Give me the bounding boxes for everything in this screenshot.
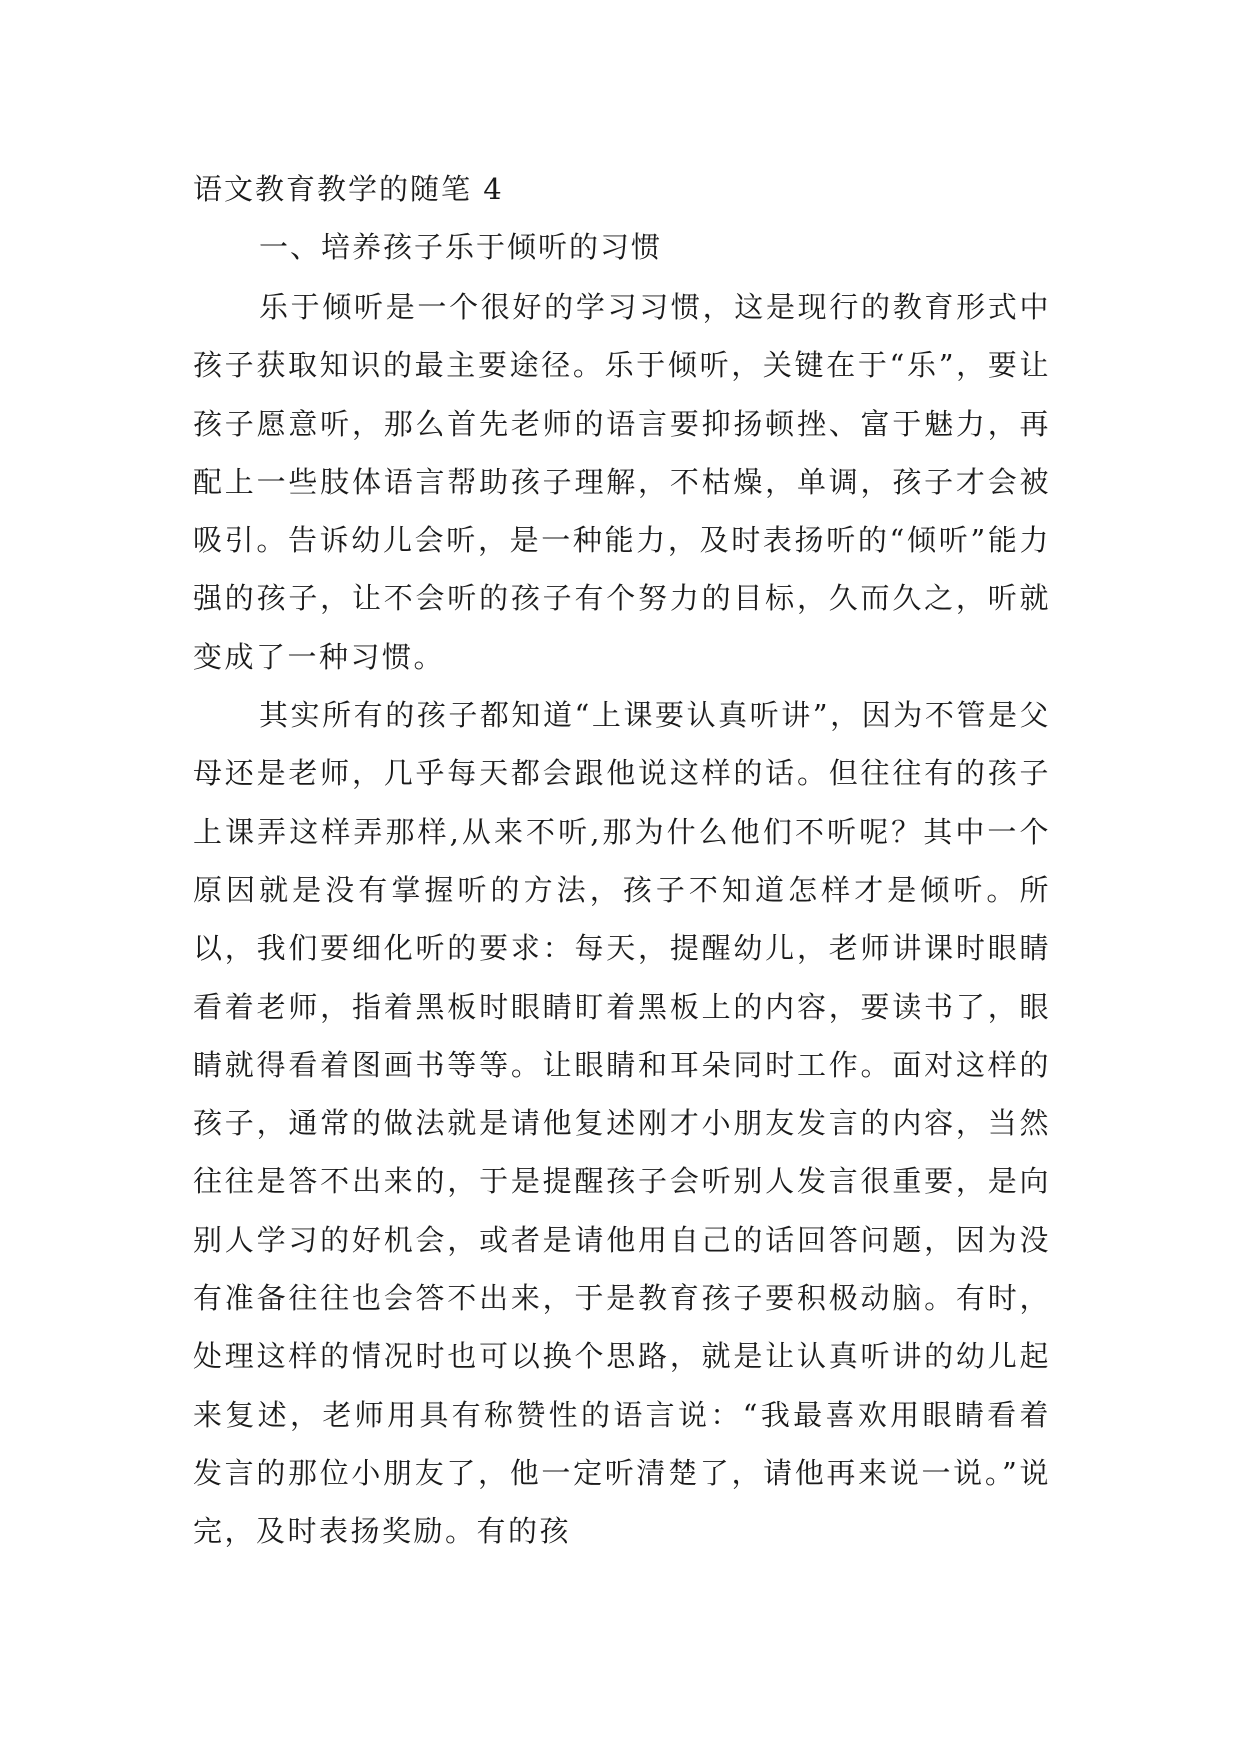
section-heading: 一、培养孩子乐于倾听的习惯 bbox=[259, 230, 663, 264]
document-title: 语文教育教学的随笔 4 bbox=[193, 172, 504, 206]
paragraph-2: 其实所有的孩子都知道“上课要认真听讲”，因为不管是父母还是老师，几乎每天都会跟他说这样的话。但往往有的孩子上课弄这样弄那样,从来不听,那为什么他们不听呢？其中一个原因就是没有掌握听的方法，孩子不知道怎样才是倾听。所以，我们要细化听的要求：每天，提醒幼儿，老师讲课时眼睛看着老师，指着黑板时眼睛盯着黑板上的内容，要读书了，眼睛就得看着图画书等等。让眼睛和耳朵同时工作。面对这样的孩子，通常的做法就是请他复述刚才小朋友发言的内容，当然往往是答不出来的，于是提醒孩子会听别人发言很重要，是向别人学习的好机会，或者是请他用自己的话回答问题，因为没有准备往往也会答不出来，于是教育孩子要积极动脑。有时，处理这样的情况时也可以换个思路，就是让认真听讲的幼儿起来复述，老师用具有称赞性的语言说：“我最喜欢用眼睛看着发言的那位小朋友了，他一定听清楚了，请他再来说一说。”说完，及时表扬奖励。有的孩 bbox=[193, 698, 1051, 1549]
document-page bbox=[193, 160, 1051, 1561]
paragraph-1: 乐于倾听是一个很好的学习习惯，这是现行的教育形式中孩子获取知识的最主要途径。乐于倾听，关键在于“乐”，要让孩子愿意听，那么首先老师的语言要抑扬顿挫、富于魅力，再配上一些肢体语言帮助孩子理解，不枯燥，单调，孩子才会被吸引。告诉幼儿会听，是一种能力，及时表扬听的“倾听”能力强的孩子，让不会听的孩子有个努力的目标，久而久之，听就变成了一种习惯。 bbox=[193, 290, 1051, 674]
